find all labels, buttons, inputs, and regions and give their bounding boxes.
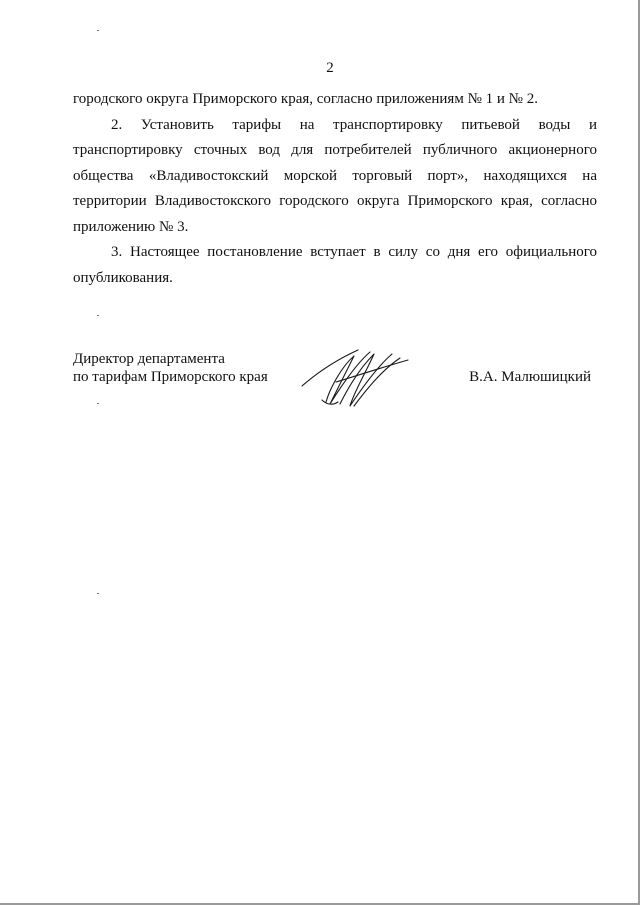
- handwritten-signature: [296, 342, 416, 412]
- document-body: [73, 87, 597, 291]
- signatory-position: [73, 350, 268, 386]
- signatory-position-line-2: по тарифам Приморского края: [73, 369, 268, 385]
- scan-speck: [97, 593, 99, 594]
- scan-speck: [97, 315, 99, 316]
- paragraph-item-2: 2. Установить тарифы на транспортировку питьевой воды и транспортировку сточных вод для потребителей публичного акционерного общества «Владивостокский морской торговый порт», находящихся на территории Владивостокского городского округа Приморского края, согласно приложению № 3.: [73, 116, 597, 235]
- paragraph-item-3: 3. Настоящее постановление вступает в силу со дня его официального опубликования.: [73, 244, 597, 286]
- page-number: 2: [326, 60, 334, 76]
- signatory-name: В.А. Малюшицкий: [469, 369, 591, 385]
- paragraph-continuation: городского округа Приморского края, согласно приложениям № 1 и № 2.: [73, 91, 538, 107]
- scan-speck: [97, 403, 99, 404]
- signatory-position-line-1: Директор департамента: [73, 351, 225, 367]
- scan-speck: [97, 30, 99, 31]
